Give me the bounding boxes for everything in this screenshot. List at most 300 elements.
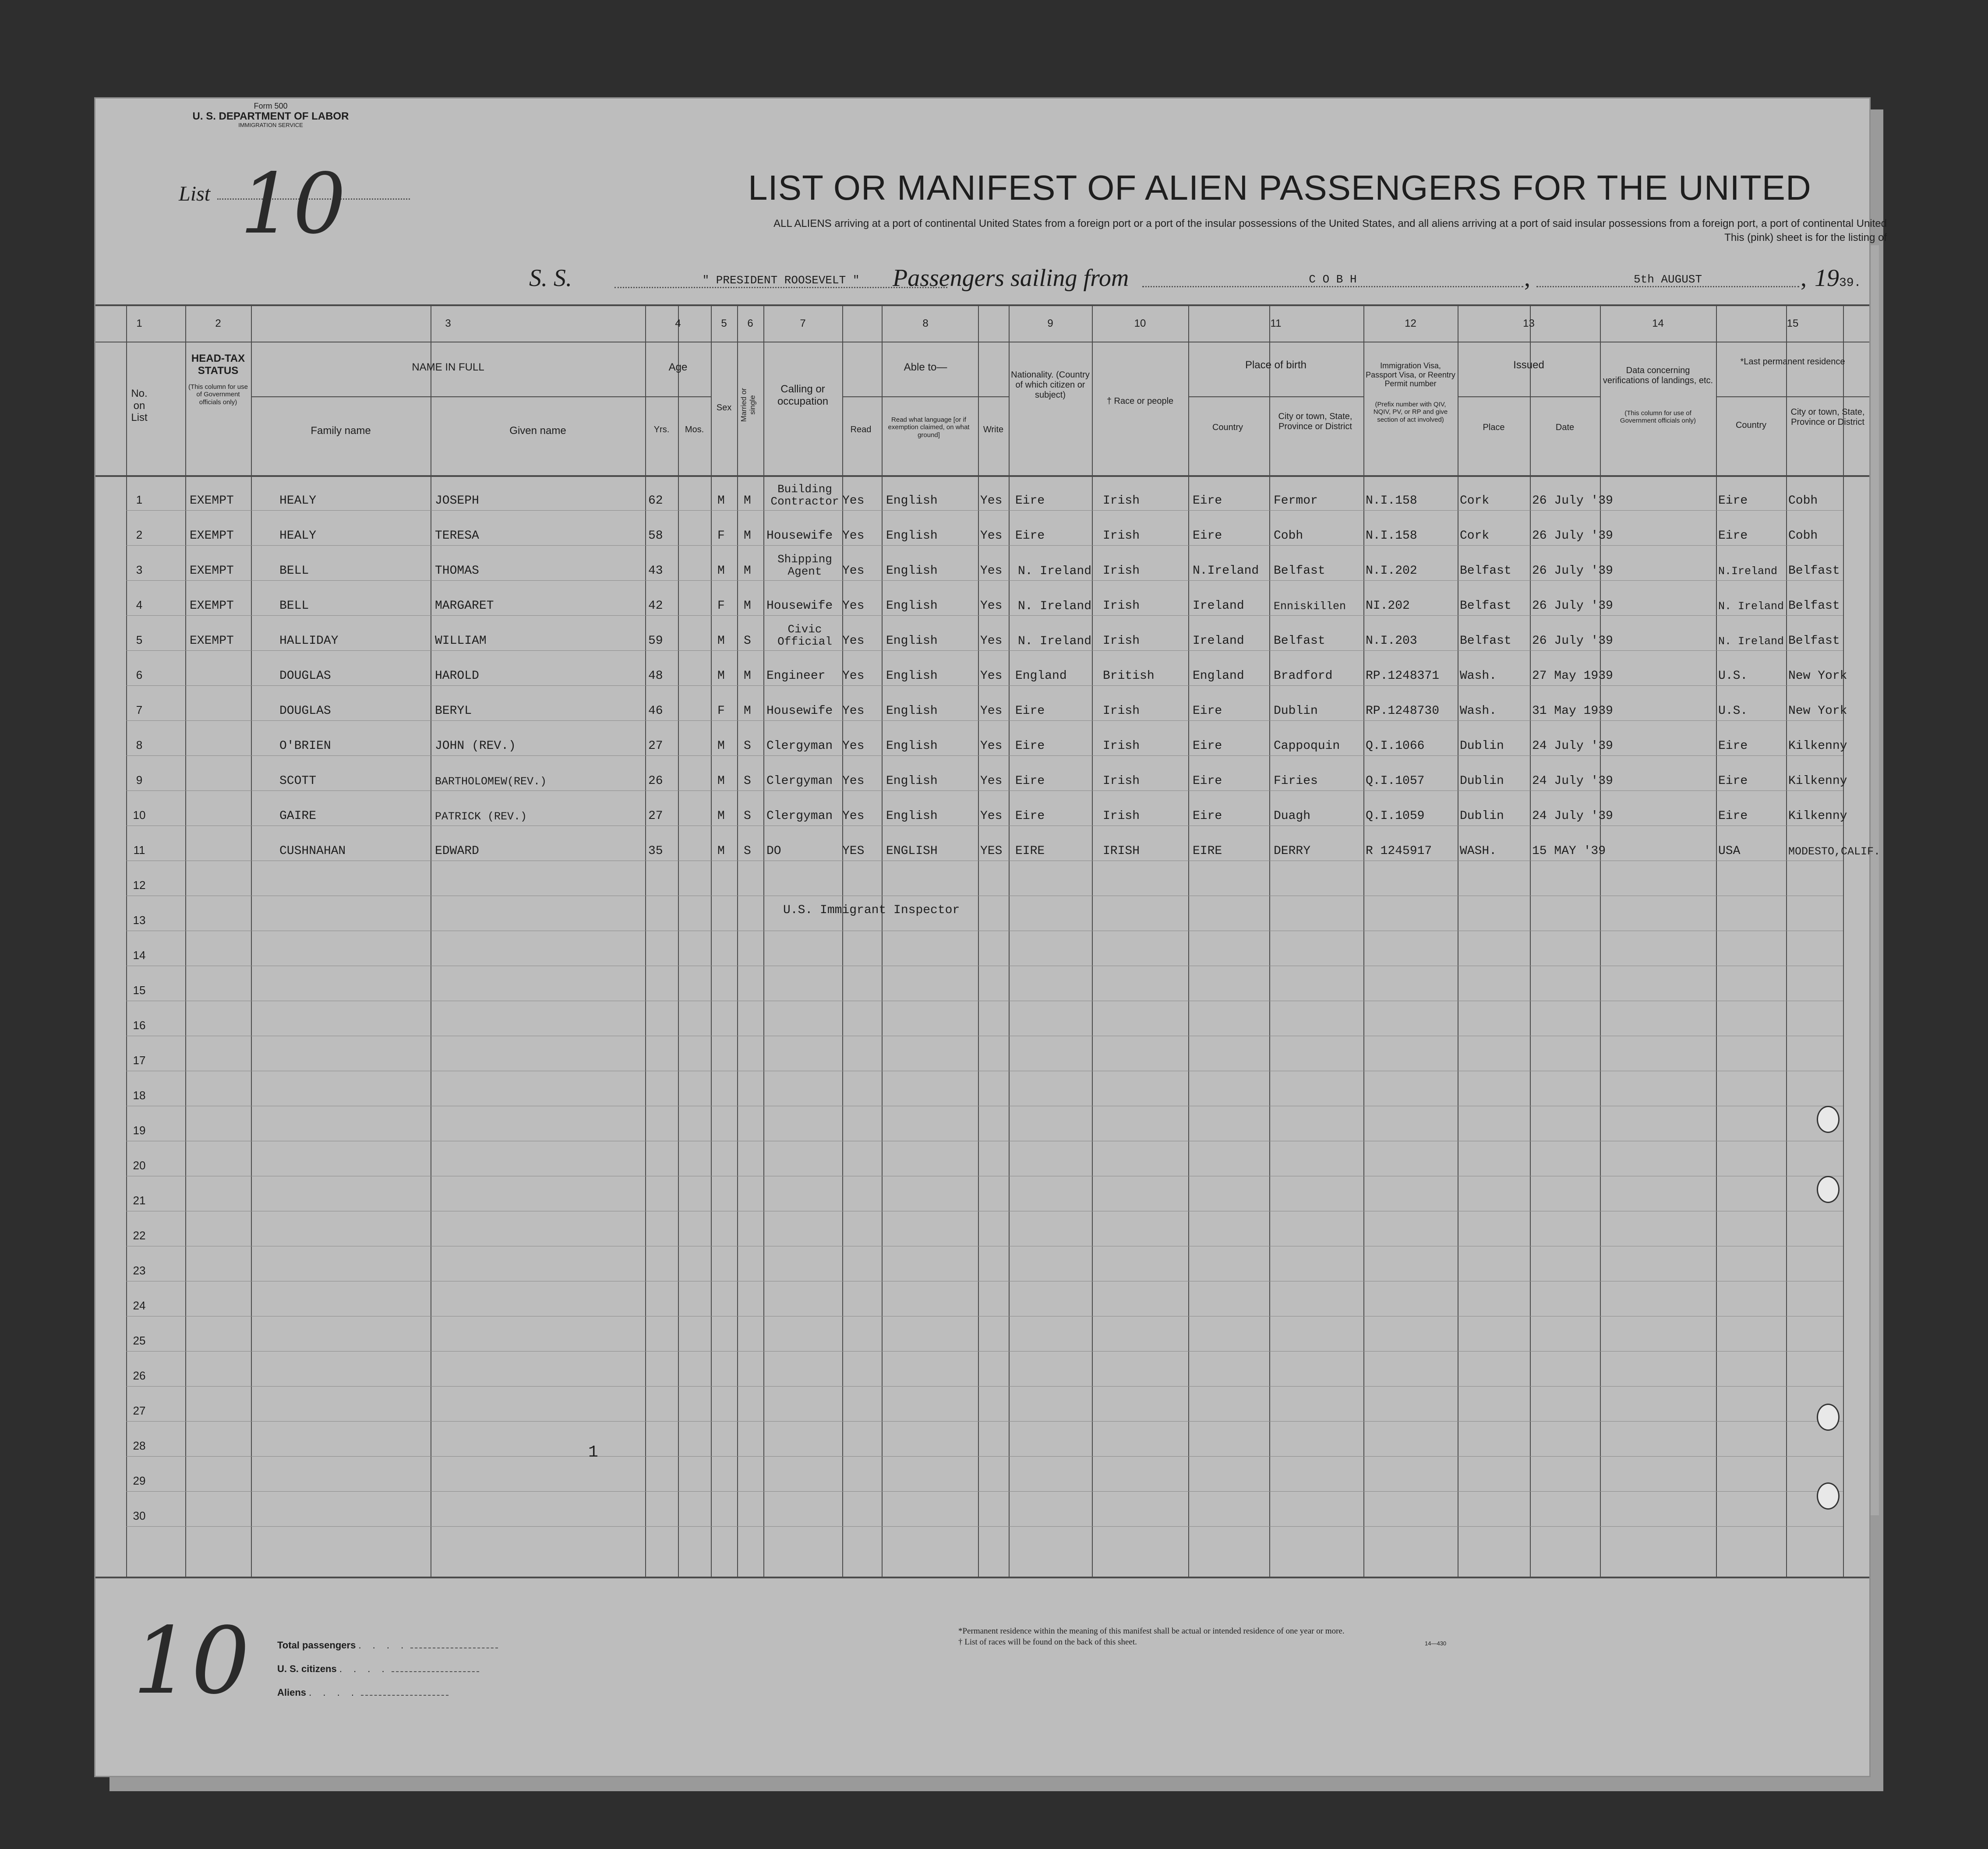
birth-country: England xyxy=(1193,669,1244,683)
subtitle-line-1: ALL ALIENS arriving at a port of continental United States from a foreign port or a port of the insular possessions of the United States, and all aliens arriving at a port of said insular possessions from a foreign port, a port of continental United xyxy=(773,218,1887,229)
table-row xyxy=(95,861,1869,896)
list-number: 10 xyxy=(240,155,346,252)
us-citizens-blank xyxy=(392,1671,479,1672)
page-title: LIST OR MANIFEST OF ALIEN PASSENGERS FOR THE UNITED xyxy=(748,168,1811,207)
visa-number: N.I.158 xyxy=(1366,529,1417,543)
table-row xyxy=(95,1141,1869,1176)
age-years: 62 xyxy=(648,494,663,508)
birth-city: Cappoquin xyxy=(1274,739,1340,753)
can-read: Yes xyxy=(842,529,865,543)
table-row xyxy=(95,475,1869,510)
can-read: Yes xyxy=(842,599,865,613)
header-nationality: Nationality. (Country of which citizen or subject) xyxy=(1011,370,1090,400)
residence-country: U.S. xyxy=(1718,669,1748,683)
given-name: BARTHOLOMEW(REV.) xyxy=(435,775,547,788)
manifest-sheet xyxy=(94,97,1887,1777)
table-row xyxy=(95,826,1881,861)
footnote-residence: *Permanent residence within the meaning of this manifest shall be actual or intended residence of one year or more. xyxy=(958,1627,1345,1636)
issue-place: Wash. xyxy=(1460,704,1497,718)
handwritten-total: 10 xyxy=(133,1607,250,1715)
issue-place: Dublin xyxy=(1460,809,1504,823)
header-name-in-full: NAME IN FULL xyxy=(412,361,484,373)
read-language: English xyxy=(886,599,938,613)
row-number: 4 xyxy=(136,598,143,611)
issue-date: 15 MAY '39 xyxy=(1532,844,1606,858)
visa-number: Q.I.1066 xyxy=(1366,739,1425,753)
occupation: Engineer xyxy=(766,669,826,683)
race: Irish xyxy=(1103,564,1140,578)
punch-hole xyxy=(1817,1404,1840,1431)
sex: M xyxy=(717,809,725,823)
visa-number: N.I.203 xyxy=(1366,634,1417,648)
row-number: 22 xyxy=(133,1229,146,1242)
us-citizens-label: U. S. citizens xyxy=(277,1663,337,1674)
header-able-to: Able to— xyxy=(904,361,947,373)
row-number: 18 xyxy=(133,1089,146,1102)
read-language: English xyxy=(886,739,938,753)
header-issued-place: Place xyxy=(1483,423,1505,432)
table-row xyxy=(95,1106,1869,1141)
row-number: 2 xyxy=(136,528,143,541)
row-number: 28 xyxy=(133,1439,146,1452)
occupation: Clergyman xyxy=(766,774,833,788)
header-landing-data: Data concerning verifications of landings, etc. xyxy=(1603,366,1713,385)
can-read: Yes xyxy=(842,809,865,823)
form-number: Form 500 xyxy=(254,102,288,110)
issue-place: Cork xyxy=(1460,529,1490,543)
race: Irish xyxy=(1103,529,1140,543)
row-number: 27 xyxy=(133,1404,146,1417)
given-name: JOHN (REV.) xyxy=(435,739,516,753)
residence-country: Eire xyxy=(1718,529,1748,543)
given-name: TERESA xyxy=(435,529,479,543)
head-tax-status: EXEMPT xyxy=(190,494,234,508)
total-passengers-label: Total passengers xyxy=(277,1640,356,1651)
table-row xyxy=(95,1211,1869,1246)
table-row xyxy=(95,896,1869,931)
row-number: 11 xyxy=(133,843,145,857)
table-row xyxy=(95,1001,1869,1036)
grid-rule xyxy=(1458,396,1600,397)
birth-country: Eire xyxy=(1193,774,1222,788)
residence-country: Eire xyxy=(1718,809,1748,823)
table-row xyxy=(95,650,1869,685)
visa-number: NI.202 xyxy=(1366,599,1410,613)
can-read: Yes xyxy=(842,669,865,683)
age-years: 35 xyxy=(648,844,663,858)
read-language: English xyxy=(886,774,938,788)
nationality: Eire xyxy=(1015,774,1045,788)
issue-date: 26 July '39 xyxy=(1532,599,1613,613)
age-years: 27 xyxy=(648,739,663,753)
row-rule xyxy=(126,1526,1843,1527)
header-married: Married or single xyxy=(739,388,756,422)
sex: M xyxy=(717,844,725,858)
row-number: 12 xyxy=(133,879,146,892)
given-name: EDWARD xyxy=(435,844,479,858)
can-write: Yes xyxy=(980,669,1003,683)
colnum-13: 13 xyxy=(1523,318,1535,329)
marital-status: S xyxy=(744,844,751,858)
colnum-6: 6 xyxy=(747,318,753,329)
age-years: 27 xyxy=(648,809,663,823)
can-write: YES xyxy=(980,844,1003,858)
occupation: Building Contractor xyxy=(770,483,839,508)
header-mos: Mos. xyxy=(685,425,704,434)
row-number: 16 xyxy=(133,1019,146,1032)
header-visa-note: (Prefix number with QIV, NQIV, PV, or RP and give section of act involved) xyxy=(1373,401,1448,423)
header-head-tax: HEAD-TAX STATUS xyxy=(191,353,245,377)
nationality: Eire xyxy=(1015,739,1045,753)
marital-status: M xyxy=(744,599,751,613)
residence-country: Eire xyxy=(1718,774,1748,788)
table-row xyxy=(95,580,1869,615)
read-language: ENGLISH xyxy=(886,844,938,858)
row-number: 25 xyxy=(133,1334,146,1347)
can-read: YES xyxy=(842,844,865,858)
footnote-races: † List of races will be found on the back of this sheet. xyxy=(958,1637,1137,1647)
read-language: English xyxy=(886,494,938,508)
marital-status: M xyxy=(744,669,751,683)
residence-city: New York xyxy=(1788,669,1847,683)
can-read: Yes xyxy=(842,634,865,648)
birth-city: Belfast xyxy=(1274,634,1325,648)
table-row xyxy=(95,510,1869,545)
can-read: Yes xyxy=(842,774,865,788)
birth-country: Ireland xyxy=(1193,634,1244,648)
marital-status: M xyxy=(744,564,751,578)
head-tax-status: EXEMPT xyxy=(190,564,234,578)
page-subtitle xyxy=(437,217,1887,245)
residence-country: N. Ireland xyxy=(1718,635,1784,648)
form-identifier xyxy=(168,102,374,128)
marital-status: S xyxy=(744,739,751,753)
sex: M xyxy=(717,494,725,508)
issue-place: Cork xyxy=(1460,494,1490,508)
age-years: 48 xyxy=(648,669,663,683)
occupation: Shipping Agent xyxy=(777,553,832,578)
issue-place: Dublin xyxy=(1460,739,1504,753)
sailing-label: Passengers sailing from xyxy=(893,265,1129,292)
table-row xyxy=(95,1246,1869,1281)
dots: . . . . xyxy=(339,1663,389,1674)
subtitle-line-2: This (pink) sheet is for the listing of xyxy=(1724,232,1887,244)
race: IRISH xyxy=(1103,844,1140,858)
issue-date: 31 May 1939 xyxy=(1532,704,1613,718)
can-read: Yes xyxy=(842,704,865,718)
nationality: Eire xyxy=(1015,529,1045,543)
header-place-of-birth: Place of birth xyxy=(1245,359,1307,371)
family-name: SCOTT xyxy=(279,774,317,788)
family-name: HEALY xyxy=(279,494,317,508)
issue-date: 26 July '39 xyxy=(1532,564,1613,578)
residence-city: MODESTO,CALIF. xyxy=(1788,845,1881,858)
marital-status: S xyxy=(744,809,751,823)
row-number: 26 xyxy=(133,1369,146,1382)
given-name: PATRICK (REV.) xyxy=(435,810,527,823)
occupation: Clergyman xyxy=(766,809,833,823)
can-write: Yes xyxy=(980,494,1003,508)
table-row xyxy=(95,615,1869,650)
residence-city: Kilkenny xyxy=(1788,739,1847,753)
year-suffix: 39. xyxy=(1839,276,1861,290)
head-tax-status: EXEMPT xyxy=(190,634,234,648)
can-write: Yes xyxy=(980,634,1003,648)
can-write: Yes xyxy=(980,809,1003,823)
grid-rule xyxy=(1188,396,1363,397)
header-birth-country: Country xyxy=(1212,423,1243,432)
family-name: O'BRIEN xyxy=(279,739,331,753)
colnum-14: 14 xyxy=(1652,318,1664,329)
family-name: BELL xyxy=(279,564,309,578)
can-write: Yes xyxy=(980,599,1003,613)
age-years: 46 xyxy=(648,704,663,718)
issue-date: 26 July '39 xyxy=(1532,529,1613,543)
colnum-12: 12 xyxy=(1405,318,1416,329)
residence-country: U.S. xyxy=(1718,704,1748,718)
residence-city: Belfast xyxy=(1788,599,1840,613)
sailing-year xyxy=(1815,264,1861,292)
issue-date: 27 May 1939 xyxy=(1532,669,1613,683)
given-name: THOMAS xyxy=(435,564,479,578)
sex: M xyxy=(717,564,725,578)
sex: M xyxy=(717,739,725,753)
totals-block xyxy=(277,1634,498,1704)
visa-number: RP.1248371 xyxy=(1366,669,1440,683)
sex: M xyxy=(717,774,725,788)
nationality: N. Ireland xyxy=(1017,600,1092,613)
marital-status: M xyxy=(744,704,751,718)
tick-mark: 1 xyxy=(588,1443,598,1462)
row-number: 14 xyxy=(133,949,146,962)
colnum-3: 3 xyxy=(445,318,451,329)
aliens-label: Aliens xyxy=(277,1687,307,1698)
family-name: BELL xyxy=(279,599,309,613)
grid-rule xyxy=(1716,396,1869,397)
grid-rule xyxy=(842,396,1009,397)
grid-rule xyxy=(251,396,645,397)
issue-date: 26 July '39 xyxy=(1532,494,1613,508)
age-years: 59 xyxy=(648,634,663,648)
header-calling: Calling or occupation xyxy=(777,383,829,407)
issue-date: 24 July '39 xyxy=(1532,809,1613,823)
occupation: Housewife xyxy=(766,599,833,613)
residence-country: Eire xyxy=(1718,739,1748,753)
nationality: EIRE xyxy=(1015,844,1045,858)
row-number: 19 xyxy=(133,1124,146,1137)
nationality: N. Ireland xyxy=(1017,565,1092,578)
can-write: Yes xyxy=(980,739,1003,753)
colnum-5: 5 xyxy=(721,318,727,329)
table-row xyxy=(95,1351,1869,1386)
family-name: CUSHNAHAN xyxy=(279,844,346,858)
issue-place: Dublin xyxy=(1460,774,1504,788)
table-row xyxy=(95,1071,1869,1106)
row-number: 6 xyxy=(136,668,143,681)
read-language: English xyxy=(886,634,938,648)
read-language: English xyxy=(886,529,938,543)
nationality: England xyxy=(1015,669,1067,683)
birth-city: Belfast xyxy=(1274,564,1325,578)
ss-label: S. S. xyxy=(529,265,572,292)
given-name: BERYL xyxy=(435,704,472,718)
header-visa: Immigration Visa, Passport Visa, or Reentry Permit number xyxy=(1366,361,1455,388)
nationality: Eire xyxy=(1015,704,1045,718)
marital-status: M xyxy=(744,529,751,543)
row-number: 24 xyxy=(133,1299,146,1312)
header-read: Read xyxy=(850,425,872,434)
residence-country: N. Ireland xyxy=(1718,600,1784,613)
sex: F xyxy=(717,704,725,718)
birth-country: N.Ireland xyxy=(1193,564,1259,578)
read-language: English xyxy=(886,704,938,718)
row-number: 17 xyxy=(133,1054,146,1067)
header-given-name: Given name xyxy=(509,425,566,437)
residence-city: Belfast xyxy=(1788,564,1840,578)
issue-place: Belfast xyxy=(1460,564,1511,578)
occupation: Clergyman xyxy=(766,739,833,753)
grid-rule xyxy=(95,304,1869,306)
table-row xyxy=(95,545,1869,580)
ship-name: " PRESIDENT ROOSEVELT " xyxy=(614,274,947,288)
departure-port: C O B H xyxy=(1142,273,1523,287)
read-language: English xyxy=(886,669,938,683)
race: Irish xyxy=(1103,809,1140,823)
table-row xyxy=(95,755,1869,790)
can-read: Yes xyxy=(842,494,865,508)
can-read: Yes xyxy=(842,739,865,753)
colnum-10: 10 xyxy=(1134,318,1146,329)
age-years: 26 xyxy=(648,774,663,788)
year-prefix: 19 xyxy=(1815,265,1839,292)
visa-number: Q.I.1057 xyxy=(1366,774,1425,788)
visa-number: R 1245917 xyxy=(1366,844,1432,858)
birth-city: Enniskillen xyxy=(1274,600,1346,613)
service-name: IMMIGRATION SERVICE xyxy=(238,122,303,129)
issue-date: 24 July '39 xyxy=(1532,739,1613,753)
aliens-blank xyxy=(361,1695,448,1696)
total-passengers-line xyxy=(277,1634,498,1657)
table-row xyxy=(95,1456,1869,1491)
grid-rule xyxy=(95,1577,1869,1578)
visa-number: N.I.158 xyxy=(1366,494,1417,508)
issue-place: WASH. xyxy=(1460,844,1497,858)
table-row xyxy=(95,1491,1869,1526)
row-number: 23 xyxy=(133,1264,146,1277)
table-row xyxy=(95,1036,1869,1071)
race: Irish xyxy=(1103,774,1140,788)
marital-status: S xyxy=(744,634,751,648)
table-row xyxy=(95,1176,1869,1211)
row-number: 15 xyxy=(133,984,146,997)
occupation: Civic Official xyxy=(777,623,832,648)
age-years: 43 xyxy=(648,564,663,578)
punch-hole xyxy=(1817,1176,1840,1203)
family-name: DOUGLAS xyxy=(279,669,331,683)
given-name: WILLIAM xyxy=(435,634,487,648)
birth-city: Firies xyxy=(1274,774,1318,788)
nationality: Eire xyxy=(1015,809,1045,823)
us-citizens-line xyxy=(277,1657,498,1681)
table-row xyxy=(95,1281,1869,1316)
row-number: 3 xyxy=(136,563,143,576)
header-issued-date: Date xyxy=(1555,423,1575,432)
aliens-line xyxy=(277,1681,498,1704)
list-label: List xyxy=(179,182,211,205)
sex: F xyxy=(717,599,725,613)
age-years: 58 xyxy=(648,529,663,543)
header-residence-city: City or town, State, Province or District xyxy=(1790,407,1865,427)
colnum-9: 9 xyxy=(1047,318,1053,329)
birth-country: EIRE xyxy=(1193,844,1222,858)
race: Irish xyxy=(1103,704,1140,718)
residence-city: New York xyxy=(1788,704,1847,718)
row-number: 21 xyxy=(133,1194,146,1207)
punch-hole xyxy=(1817,1482,1840,1510)
birth-city: Duagh xyxy=(1274,809,1311,823)
header-last-residence: *Last permanent residence xyxy=(1740,357,1845,367)
birth-country: Eire xyxy=(1193,704,1222,718)
row-number: 8 xyxy=(136,738,143,752)
residence-city: Kilkenny xyxy=(1788,774,1847,788)
birth-country: Ireland xyxy=(1193,599,1244,613)
age-years: 42 xyxy=(648,599,663,613)
can-write: Yes xyxy=(980,564,1003,578)
occupation: Housewife xyxy=(766,529,833,543)
marital-status: M xyxy=(744,494,751,508)
sex: M xyxy=(717,669,725,683)
colnum-4: 4 xyxy=(675,318,681,329)
family-name: HEALY xyxy=(279,529,317,543)
sex: M xyxy=(717,634,725,648)
header-yrs: Yrs. xyxy=(653,425,670,434)
issue-place: Wash. xyxy=(1460,669,1497,683)
birth-city: Cobh xyxy=(1274,529,1303,543)
table-row xyxy=(95,966,1869,1001)
row-number: 7 xyxy=(136,703,143,716)
residence-country: USA xyxy=(1718,844,1741,858)
row-number: 9 xyxy=(136,773,143,787)
head-tax-status: EXEMPT xyxy=(190,599,234,613)
row-number: 29 xyxy=(133,1474,146,1487)
race: Irish xyxy=(1103,739,1140,753)
row-number: 20 xyxy=(133,1159,146,1172)
occupation: Housewife xyxy=(766,704,833,718)
table-row xyxy=(95,720,1869,755)
inspector-caption: U.S. Immigrant Inspector xyxy=(783,903,960,917)
residence-city: Belfast xyxy=(1788,634,1840,648)
colnum-7: 7 xyxy=(800,318,806,329)
table-row xyxy=(95,931,1869,966)
birth-city: Dublin xyxy=(1274,704,1318,718)
form-code: 14—430 xyxy=(1425,1640,1447,1647)
visa-number: RP.1248730 xyxy=(1366,704,1440,718)
issue-place: Belfast xyxy=(1460,634,1511,648)
header-age: Age xyxy=(668,361,688,373)
comma: , xyxy=(1524,265,1530,292)
header-family-name: Family name xyxy=(311,425,371,437)
family-name: DOUGLAS xyxy=(279,704,331,718)
birth-city: Bradford xyxy=(1274,669,1333,683)
residence-country: Eire xyxy=(1718,494,1748,508)
dots: . . . . xyxy=(309,1687,358,1698)
table-row xyxy=(95,1316,1869,1351)
head-tax-status: EXEMPT xyxy=(190,529,234,543)
header-write: Write xyxy=(983,425,1004,434)
nationality: N. Ireland xyxy=(1017,635,1092,648)
visa-number: Q.I.1059 xyxy=(1366,809,1425,823)
given-name: MARGARET xyxy=(435,599,494,613)
